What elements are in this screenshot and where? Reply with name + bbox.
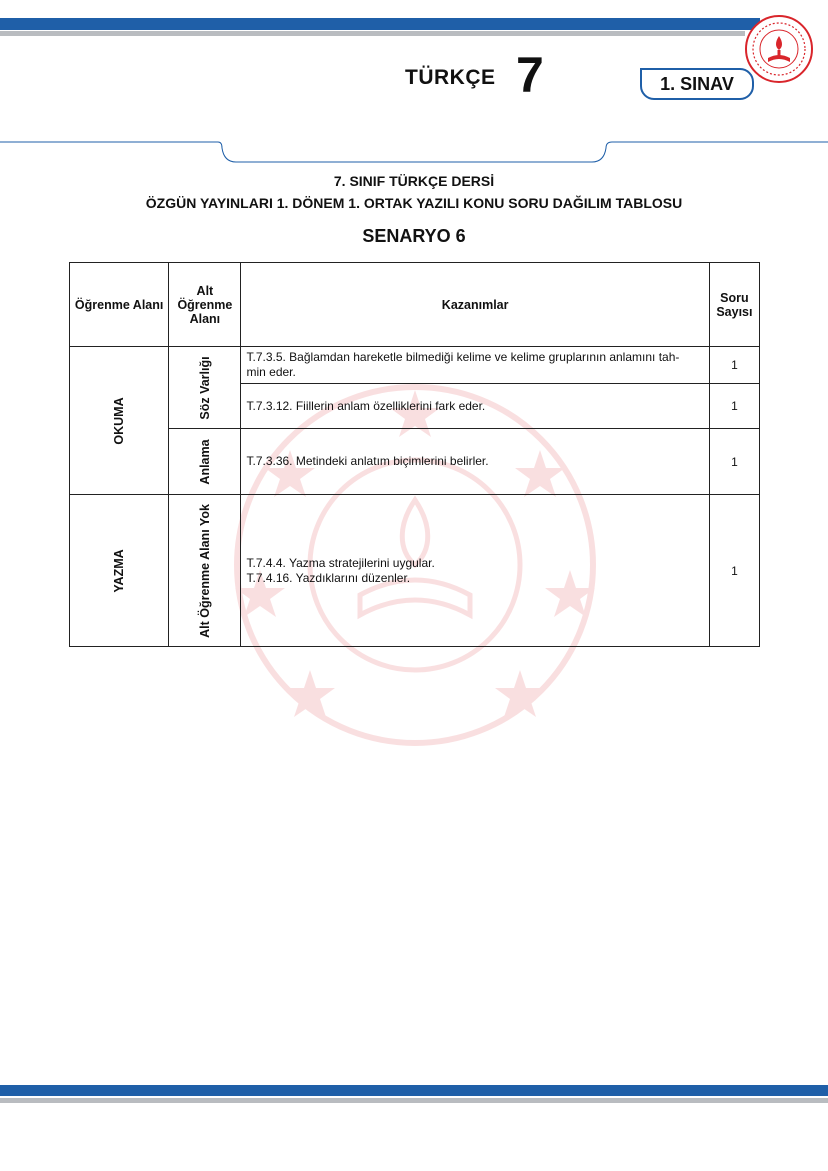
area-okuma-cell xyxy=(70,347,169,495)
grade-number: 7 xyxy=(516,47,544,103)
area-yazma-cell xyxy=(70,495,169,647)
doc-title-table: ÖZGÜN YAYINLARI 1. DÖNEM 1. ORTAK YAZILI KONU SORU DAĞILIM TABLOSU xyxy=(145,195,683,211)
ministry-seal-icon xyxy=(744,14,814,84)
table-row xyxy=(70,347,760,384)
exam-label-tab: 1. SINAV xyxy=(640,68,754,100)
bottom-blue-bar xyxy=(0,1085,828,1096)
outcome-line: T.7.3.36. Metindeki anlatım biçimlerini belirler. xyxy=(246,454,489,468)
table-row xyxy=(70,495,760,647)
header-count-line: Soru xyxy=(720,290,749,305)
top-blue-bar xyxy=(0,18,760,30)
sub-area-cell xyxy=(169,495,241,647)
sub-area-cell xyxy=(169,429,241,495)
count-cell: 1 xyxy=(709,495,759,647)
doc-title-scenario: SENARYO 6 xyxy=(362,226,466,246)
top-gray-bar xyxy=(0,31,745,36)
sub-area-label: Alt Öğrenme Alanı Yok xyxy=(197,503,212,638)
outcome-line: T.7.4.16. Yazdıklarını düzenler. xyxy=(246,570,411,585)
area-label: OKUMA xyxy=(112,396,127,445)
outcome-cell xyxy=(241,429,709,495)
header-question-count xyxy=(709,263,759,347)
header-count-line: Sayısı xyxy=(716,304,753,319)
count-cell: 1 xyxy=(709,347,759,384)
outcome-cell xyxy=(241,384,709,429)
count-cell: 1 xyxy=(709,429,759,495)
outcome-line: T.7.3.5. Bağlamdan hareketle bilmediği kelime ve kelime gruplarının anlamını tah- xyxy=(246,350,680,364)
sub-area-cell xyxy=(169,347,241,429)
header-learning-area: Öğrenme Alanı xyxy=(70,263,169,347)
header-outcomes: Kazanımlar xyxy=(241,263,709,347)
outcome-cell xyxy=(241,495,709,647)
outcome-line: T.7.3.12. Fiillerin anlam özelliklerini fark eder. xyxy=(246,398,486,413)
header-sub-area-line: Alanı xyxy=(189,311,221,326)
header-sub-area-line: Öğrenme xyxy=(177,297,233,312)
bottom-gray-bar xyxy=(0,1098,828,1103)
outcome-line: T.7.4.4. Yazma stratejilerini uygular. xyxy=(246,555,435,570)
sub-area-label: Anlama xyxy=(197,438,212,485)
outcome-cell xyxy=(241,347,709,384)
area-label: YAZMA xyxy=(112,548,127,593)
subject-title: TÜRKÇE xyxy=(405,66,496,89)
sub-area-label: Söz Varlığı xyxy=(197,355,212,420)
outcome-line: min eder. xyxy=(246,365,296,379)
header-divider xyxy=(0,128,828,168)
header-sub-area-line: Alt xyxy=(196,283,214,298)
doc-title-class: 7. SINIF TÜRKÇE DERSİ xyxy=(333,173,495,189)
table-header-row xyxy=(70,263,760,347)
count-cell: 1 xyxy=(709,384,759,429)
table-row xyxy=(70,429,760,495)
topic-distribution-table xyxy=(69,262,760,647)
header-sub-area xyxy=(169,263,241,347)
